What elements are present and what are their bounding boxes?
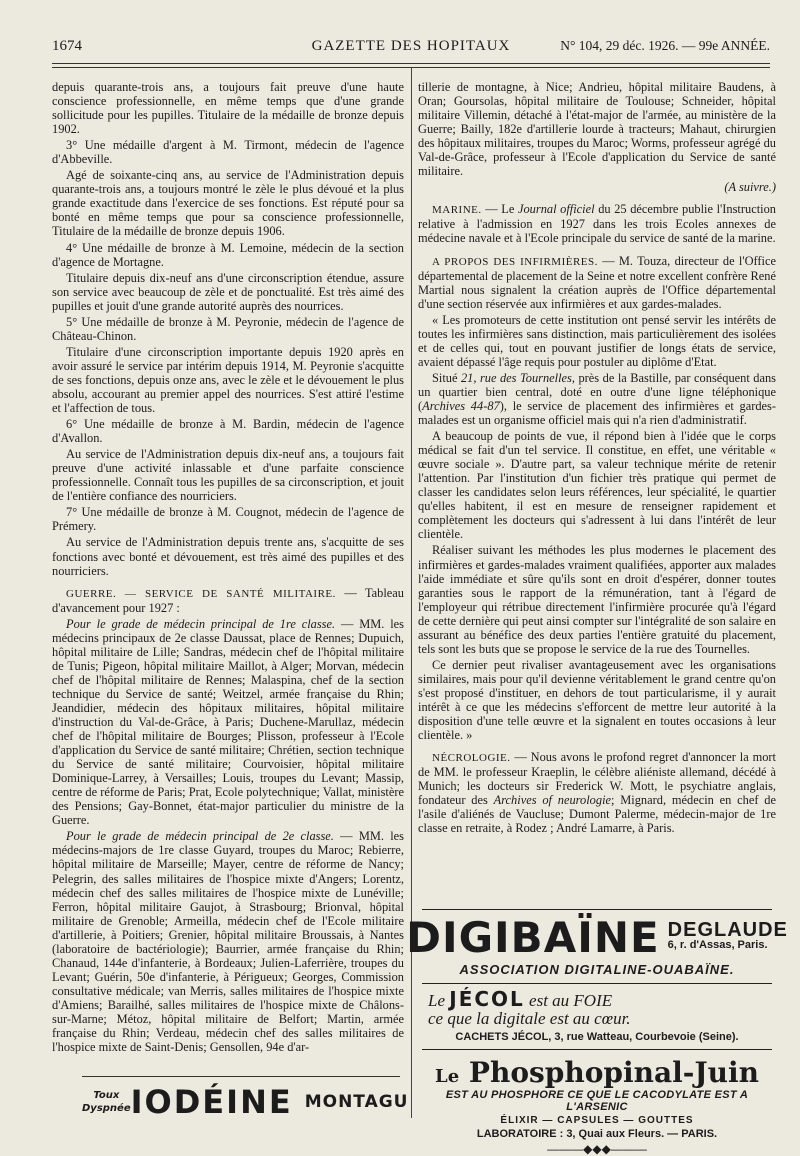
phosphopinal-ad (418, 1056, 776, 1156)
paragraph: Agé de soixante-cinq ans, au service de l'Administration depuis quarante-trois ans, a toujours montré le zèle le plus dévoué et la plus grande exactitude dans l'exercice de ses fonctions. Est réputé pour sa bonté en même temps que pour sa conscience professionnelle, Titulaire de la médaille de bronze depuis 1906. (52, 168, 404, 239)
indication-toux: Toux (93, 1090, 120, 1101)
page-header (52, 36, 770, 58)
paragraph: Au service de l'Administration depuis dix-neuf ans, a toujours fait preuve d'une activité inlassable et d'une parfaite conscience professionnelle. Connaît tous les pupilles de sa circonscription, et jouit de l'entière confiance des nourriciers. (52, 447, 404, 504)
infirmieres-section (418, 254, 776, 311)
necrologie-section (418, 750, 776, 835)
phos-tagline: EST AU PHOSPHORE CE QUE LE CACODYLATE EST A L'ARSENIC (445, 1089, 749, 1113)
digibaine-tagline: ASSOCIATION DIGITALINE-OUABAÏNE. (459, 962, 735, 977)
paragraph: « Les promoteurs de cette institution ont pensé servir les intérêts de toutes les infirmières sans distinction, mais particulièrement des isolées et de celles qui, tout en pouvant justifier de longs états de service, avaient dépassé l'âge requis pour postuler au diplôme d'Etat. (418, 312, 776, 369)
marine-section (418, 202, 776, 245)
grade-list: — MM. les médecins-majors de 1re classe Guyard, troupes du Maroc; Rebierre, hôpital militaire de Marseille; Mayer, centre de réforme de Nancy; Pelegrin, des salles militaires de l'hospice mixte d'Angers; Lorentz, médecin chef des salles militaires de l'hospice mixte de Lunéville; Ferron, hôpital militaire Gaujot, à Strasbourg; Brionval, hôpital militaire de Grenoble; Armeilla, médecin chef de l'Ecole militaire d'artillerie, à Poitiers; Grenier, hôpital militaire Broussais, à Nantes (laboratoire de bactériologie); Baurrier, armée française du Rhin; Chanaud, 144e d'infanterie, à Bordeaux; Julien-Laferrière, troupes du Levant; Guérin, 50e d'infanterie, à Périgueux; Georges, Commission consultative médicale; van Merris, salles militaires de l'hospice mixte d'Amiens; Barailhé, salles militaires de l'hospice mixte de Châlons-sur-Marne; Métoz, hôpital militaire de Belfort; Martin, armée française du Rhin; Verdeau, médecin chef des salles militaires de l'hospice mixte de Saint-Denis; Gensollen, 94e d'ar- (52, 829, 404, 1055)
journal-title: Journal officiel (517, 202, 595, 217)
section-text: ; Mignard, médecin en chef de l'asile d'aliénés de Vaucluse; Dumont Palerme, médecin-major de 1re classe en retraite, à Rodez ; André Lamarre, à Paris. (418, 793, 776, 836)
section-text: — Tableau d'avancement pour 1927 : (52, 585, 405, 615)
paragraph: 3° Une médaille d'argent à M. Tirmont, médecin de l'agence d'Abbeville. (52, 138, 404, 167)
ad-rule (422, 1049, 772, 1050)
section-heading: A PROPOS DES INFIRMIÈRES. (432, 255, 598, 268)
phos-brand: Phosphopinal-Juin (468, 1056, 759, 1089)
jecol-le: Le (428, 991, 445, 1010)
paragraph: 5° Une médaille de bronze à M. Peyronie, médecin de l'agence de Château-Chinon. (52, 314, 404, 343)
jecol-line2: ce que la digitale est au cœur. (428, 1009, 631, 1028)
phos-forms: ÉLIXIR — CAPSULES — GOUTTES (500, 1115, 694, 1126)
ornament: ———◆◆◆——— (547, 1142, 647, 1156)
address: 21, rue des Tournelles (460, 370, 572, 385)
paragraph (52, 829, 404, 1054)
paragraph: 7° Une médaille de bronze à M. Cougnot, médecin de l'agence de Prémery. (52, 505, 404, 534)
paragraph: 4° Une médaille de bronze à M. Lemoine, médecin de la section d'agence de Mortagne. (52, 240, 404, 269)
section-heading: NÉCROLOGIE. (432, 752, 511, 765)
to-be-continued (418, 180, 776, 194)
journal-title: Archives of neurologie (493, 793, 612, 808)
paragraph: 6° Une médaille de bronze à M. Bardin, médecin de l'agence d'Avallon. (52, 417, 404, 446)
grade-heading: Pour le grade de médecin principal de 2e classe. (66, 829, 334, 844)
page-number: 1674 (52, 38, 82, 54)
paragraph: Réaliser suivant les méthodes les plus modernes le placement des infirmières et gardes-malades vraiment qualifiées, apporter aux malades l'aide immédiate et sûre qu'ils sont en droit d'espérer, donner toutes garanties sous le rapport de la rémunération, tant à l'égard de l'employeur qui rétribue directement l'infirmière procurée qu'à l'égard de cette dernière qui peut ainsi compter sur l'intégralité de son salaire en assurant au bénéfice des deux parties l'entière gratuité du placement, tels sont les buts que se propose le service de la rue des Tournelles. (418, 543, 776, 656)
issue-info: N° 104, 29 déc. 1926. — 99e ANNÉE. (560, 38, 770, 53)
paragraph: depuis quarante-trois ans, a toujours fait preuve d'une haute conscience professionnelle, en même temps que d'une grande sollicitude pour les pupilles. Titulaire de la médaille de bronze depuis 1902. (52, 80, 404, 137)
ad-rule (422, 983, 772, 984)
guerre-section (52, 586, 404, 615)
section-text: — Le (481, 202, 518, 217)
deglaude-name: DEGLAUDE (667, 919, 788, 941)
digibaine-ad (406, 913, 788, 977)
deglaude-address: 6, r. d'Assas, Paris. (667, 939, 768, 951)
phos-le: Le (435, 1066, 460, 1087)
advertisements (406, 903, 788, 1156)
jecol-ad (418, 987, 776, 1043)
paragraph (52, 617, 404, 828)
publication-title: GAZETTE DES HOPITAUX (311, 38, 511, 54)
text: ), le service de placement des infirmières et gardes-malades est un organisme officiel mais qui n'a rien d'administratif. (418, 398, 777, 428)
suivre-text: (A suivre.) (724, 180, 776, 195)
jecol-cachets: CACHETS JÉCOL, 3, rue Watteau, Courbevoie (Seine). (455, 1031, 739, 1043)
paragraph: Au service de l'Administration depuis trente ans, s'acquitte de ses fonctions avec bonté et dévouement, est très aimé des pupilles et des nourriciers. (52, 535, 404, 578)
paragraph: Ce dernier peut rivaliser avantageusement avec les organisations similaires, mais pour qu'il devienne véritablement le grand centre qu'on s'est proposé d'instituer, en dehors de tout particularisme, il y aurait intérêt à ce que les médecins s'efforcent de mettre leur autorité à la disposition d'une telle œuvre et la signalent en toutes occasions à leur clientèle. » (418, 657, 776, 743)
montagu-name: MONTAGU (304, 1092, 409, 1112)
section-text: — M. Touza, directeur de l'Office départemental de placement de la Seine et notre excellent confrère René Martial nous signalent la création auprès de l'Office départemental d'une section réservée aux infirmières et aux gardes-malades. (418, 253, 777, 311)
ad-rule (82, 1076, 400, 1077)
digibaine-brand: DIGIBAÏNE (406, 913, 660, 962)
paragraph: A beaucoup de points de vue, il répond bien à l'idée que le corps médical se fait d'un tel service. Il constitue, en effet, une véritable « œuvre sociale ». D'autre part, sa valeur technique mérite de retenir l'attention. Par l'institution d'un fichier très pratique qui permet de classer les candidates selon leurs références, leur spécialité, le quartier qu'elles habitent, il est en mesure de renseigner rapidement et complètement les docteurs qui s'adressent à lui dans l'intérêt de leur clientèle. (418, 429, 776, 542)
section-heading: GUERRE. — SERVICE DE SANTÉ MILITAIRE. (66, 587, 336, 600)
phone: Archives 44-87 (422, 398, 500, 413)
jecol-line1: est au FOIE (529, 991, 613, 1010)
left-column (52, 80, 404, 1056)
paragraph (418, 371, 776, 427)
phos-laboratory: LABORATOIRE : 3, Quai aux Fleurs. — PARIS. (476, 1128, 718, 1140)
text: Situé (432, 370, 461, 385)
section-heading: MARINE. (432, 204, 482, 217)
iodeine-brand: IODÉINE (130, 1083, 293, 1121)
text: , près de la Bastille, par conséquent dans un quartier bien central, doté en outre d'une ligne téléphonique ( (418, 370, 777, 413)
right-column (418, 80, 776, 837)
ad-rule (422, 909, 772, 910)
paragraph: Titulaire d'une circonscription importante depuis 1920 après en avoir assuré le service par intérim depuis 1914, M. Peyronie s'acquitte de ses fonctions, depuis onze ans, avec le zèle et le dévouement le plus absolu, accourant au premier appel des nourrices. S'est attiré l'estime et l'affection de tous. (52, 344, 404, 416)
section-text: — Nous avons le profond regret d'annoncer la mort de MM. le professeur Kraeplin, le célèbre aliéniste allemand, décédé à Munich; les docteurs sir Frederick W. Mott, le psychiatre anglais, fondateur des (418, 750, 776, 808)
paragraph: tillerie de montagne, à Nice; Andrieu, hôpital militaire Baudens, à Oran; Goursolas, hôpital militaire de Toulouse; Schneider, hôpital militaire Villemin, détaché à l'état-major de l'armée, au ministère de la Guerre; Bailly, 182e d'artillerie lourde à tracteurs; Mahaut, chirurgien des hôpitaux militaires, troupes du Maroc; Worms, professeur agrégé du Val-de-Grâce, professeur à l'Ecole d'application du Service de santé militaire. (418, 80, 776, 179)
header-rule (52, 63, 770, 64)
iodeine-indications (82, 1089, 131, 1115)
iodeine-ad (82, 1083, 409, 1121)
grade-list: — MM. les médecins principaux de 2e classe Daussat, place de Rennes; Dupuich, hôpital militaire de Lille; Sandras, médecin chef de l'hôpital militaire de Tunis; Pigeon, hôpital militaire Maillot, à Alger; Morvan, médecin chef de l'hôpital militaire de Rennes; Malaspina, chef de la section technique du Service de santé; Weitzel, armée française du Rhin; Jeandidier, médecin des hôpitaux militaires, hôpital militaire d'instruction du Val-de-Grâce, à Paris; Duchene-Marullaz, médecin chef de l'hôpital militaire de Bourges; Plisson, professeur à l'Ecole d'application du Service de santé militaire; Chrétien, section technique du Service de santé militaire; Courvoisier, hôpital militaire Dominique-Larrey, à Versailles; Louis, troupes du Levant; Massip, centre de réforme de Paris; Prat, Ecole polytechnique; Vallat, ministère des Pensions; Gay-Bonnet, état-major particulier du ministre de la Guerre. (52, 616, 404, 828)
grade-heading: Pour le grade de médecin principal de 1re classe. (66, 616, 336, 631)
paragraph: Titulaire depuis dix-neuf ans d'une circonscription étendue, assure son service avec beaucoup de zèle et de ponctualité. Est très aimé des pupilles et jouit d'une grande autorité auprès des nourrices. (52, 270, 404, 313)
jecol-brand: JÉCOL (449, 987, 525, 1011)
section-text: du 25 décembre publie l'Instruction relative à l'admission en 1927 dans les trois Ecoles annexes de médecine navale et à l'Ecole principale du service de santé de la marine. (418, 202, 776, 246)
indication-dyspnee: Dyspnée (82, 1103, 131, 1114)
